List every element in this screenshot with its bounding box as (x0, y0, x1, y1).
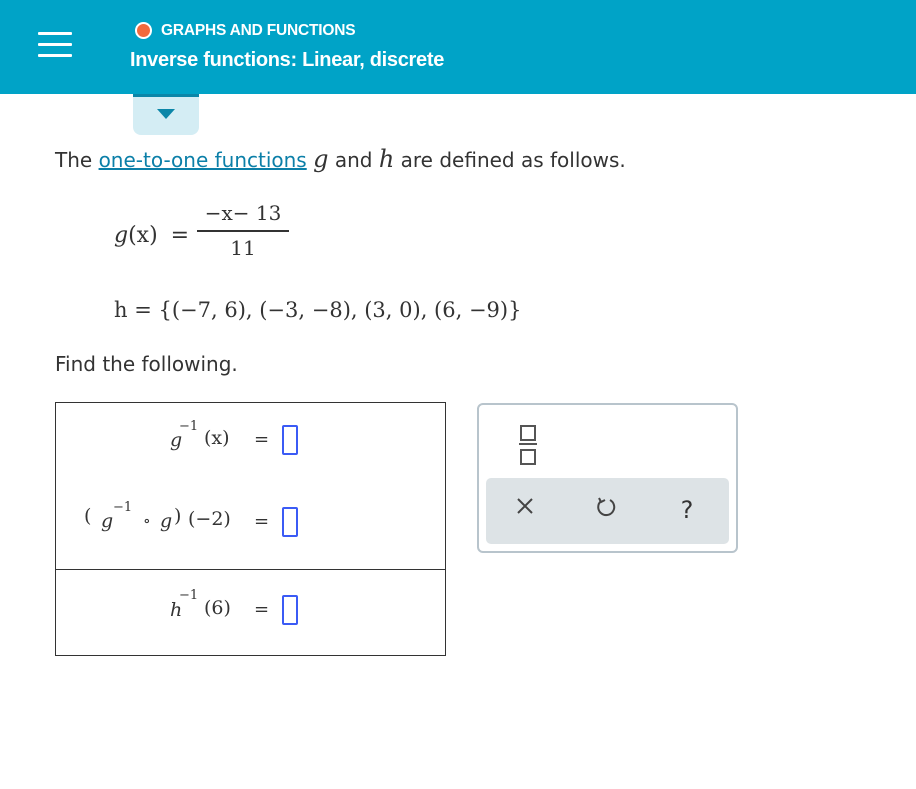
chevron-down-icon (157, 109, 175, 119)
q3-exponent: −1 (179, 588, 199, 603)
g-fraction (197, 198, 289, 260)
intro-prefix: The (55, 148, 99, 172)
problem-intro (55, 145, 626, 173)
g-definition-lhs (114, 223, 189, 248)
page-title: Inverse functions: Linear, discrete (130, 49, 445, 71)
var-g: g (313, 145, 329, 173)
q2-function-1: g (101, 510, 114, 532)
fraction-icon[interactable] (519, 425, 537, 465)
q2-answer-input[interactable] (282, 507, 298, 537)
q1-argument: (x) (204, 427, 230, 449)
g-lhs-name: g (114, 223, 129, 248)
keypad-action-bar (486, 478, 729, 544)
math-keypad (477, 403, 738, 553)
hamburger-menu-icon[interactable] (38, 32, 72, 62)
g-equals: = (170, 223, 190, 248)
q2-argument: (−2) (188, 508, 231, 530)
intro-and: and (328, 148, 379, 172)
q1-equals: = (254, 429, 270, 450)
q2-close-paren: ) (174, 505, 182, 527)
q2-compose-op: ∘ (143, 511, 151, 530)
question-table (55, 402, 446, 656)
fraction-bar (197, 230, 289, 232)
toggle-bar (133, 94, 199, 97)
q3-argument: (6) (204, 597, 231, 619)
q1-function: g (170, 429, 183, 451)
q1-exponent: −1 (179, 419, 199, 434)
top-header (0, 0, 916, 94)
help-button[interactable]: ? (680, 496, 694, 524)
g-denominator: 11 (230, 236, 256, 260)
g-lhs-arg: (x) (128, 223, 158, 248)
q3-function: h (170, 599, 183, 621)
q2-exponent: −1 (113, 500, 133, 515)
q2-equals: = (254, 511, 270, 532)
topic-label: GRAPHS AND FUNCTIONS (161, 22, 356, 39)
q2-function-2: g (160, 510, 173, 532)
q3-answer-input[interactable] (282, 595, 298, 625)
q2-open-paren: ( (84, 505, 92, 527)
intro-suffix: are defined as follows. (394, 148, 626, 172)
close-icon[interactable] (510, 496, 540, 526)
topic-status-dot (135, 22, 152, 39)
expand-toggle-button[interactable] (133, 94, 199, 135)
g-numerator: −x− 13 (204, 201, 282, 225)
q3-equals: = (254, 599, 270, 620)
undo-icon[interactable] (591, 496, 621, 526)
q1-answer-input[interactable] (282, 425, 298, 455)
h-definition: h = {(−7, 6), (−3, −8), (3, 0), (6, −9)} (114, 298, 522, 322)
find-prompt: Find the following. (55, 352, 238, 376)
one-to-one-functions-link[interactable]: one-to-one functions (98, 148, 307, 172)
table-divider (56, 569, 445, 570)
var-h: h (378, 145, 395, 173)
